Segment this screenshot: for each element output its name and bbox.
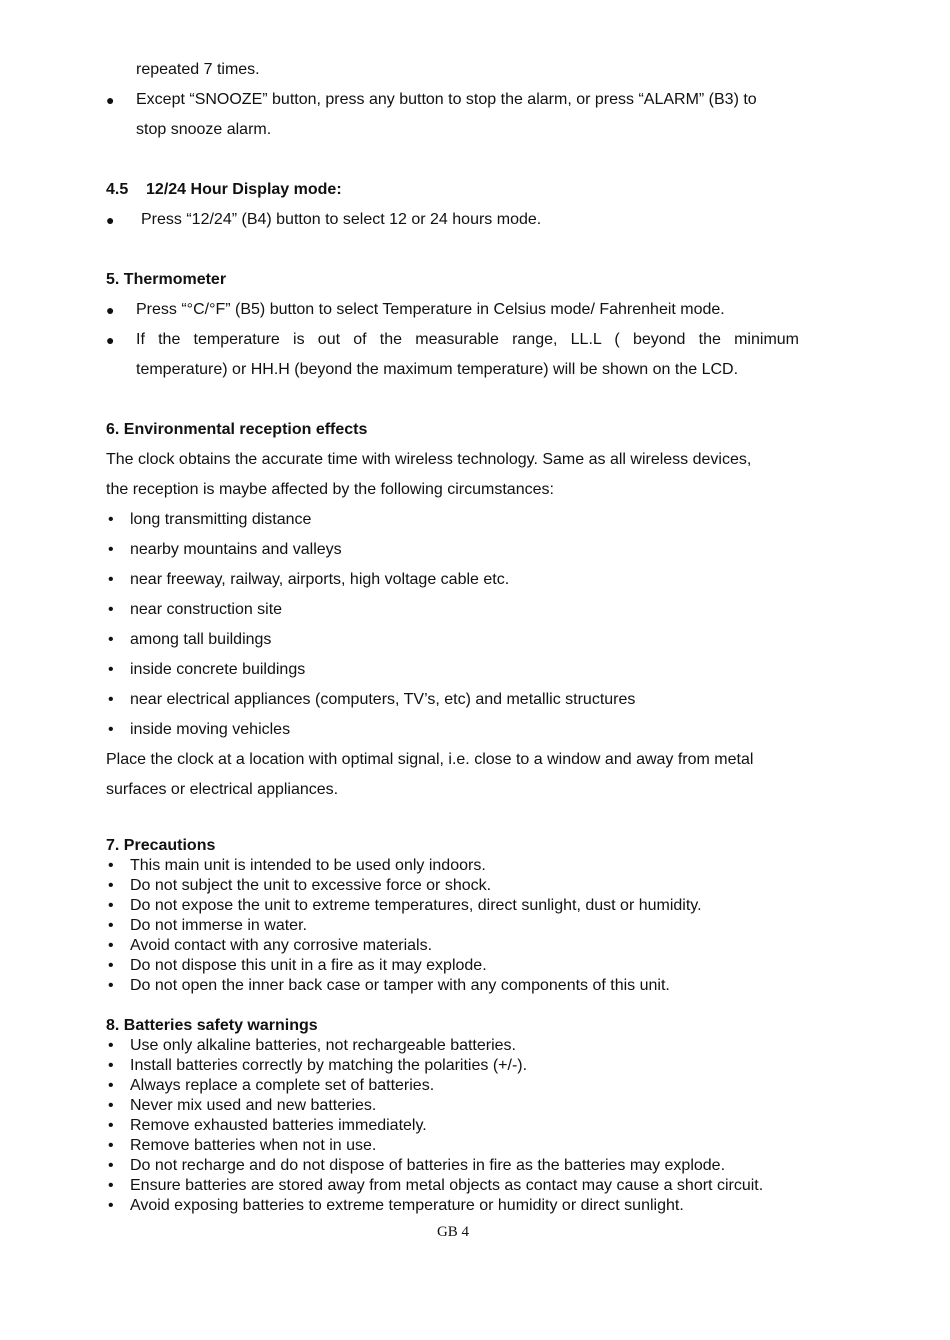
- bullet-icon: •: [108, 937, 114, 954]
- list-item: near freeway, railway, airports, high voltage cable etc.: [130, 571, 510, 588]
- alarm-repeat-text: repeated 7 times.: [136, 61, 260, 78]
- list-item: Avoid exposing batteries to extreme temperature or humidity or direct sunlight.: [130, 1197, 684, 1214]
- bullet-icon: •: [108, 877, 114, 894]
- bullet-icon: •: [108, 691, 114, 708]
- list-item: Install batteries correctly by matching the polarities (+/-).: [130, 1057, 528, 1074]
- list-item: Do not open the inner back case or tamper with any components of this unit.: [130, 977, 670, 994]
- bullet-icon: ●: [106, 92, 115, 108]
- list-item: Do not expose the unit to extreme temperatures, direct sunlight, dust or humidity.: [130, 897, 702, 914]
- reception-intro-line1: The clock obtains the accurate time with wireless technology. Same as all wireless devices,: [106, 451, 752, 468]
- bullet-icon: •: [108, 857, 114, 874]
- thermometer-item-2-line1: If the temperature is out of the measurable range, LL.L ( beyond the minimum: [136, 331, 799, 348]
- bullet-icon: •: [108, 977, 114, 994]
- list-item: Do not dispose this unit in a fire as it may explode.: [130, 957, 487, 974]
- bullet-icon: •: [108, 1077, 114, 1094]
- list-item: near electrical appliances (computers, TV’s, etc) and metallic structures: [130, 691, 636, 708]
- thermometer-item-2-line2: temperature) or HH.H (beyond the maximum temperature) will be shown on the LCD.: [136, 361, 739, 378]
- bullet-icon: •: [108, 1117, 114, 1134]
- bullet-icon: •: [108, 1177, 114, 1194]
- section-heading-batteries: 8. Batteries safety warnings: [106, 1017, 318, 1034]
- list-item: long transmitting distance: [130, 511, 312, 528]
- bullet-icon: •: [108, 1197, 114, 1214]
- bullet-icon: •: [108, 511, 114, 528]
- bullet-icon: •: [108, 631, 114, 648]
- list-item: near construction site: [130, 601, 283, 618]
- bullet-icon: •: [108, 957, 114, 974]
- bullet-icon: •: [108, 661, 114, 678]
- bullet-icon: ●: [106, 332, 115, 348]
- bullet-icon: •: [108, 571, 114, 588]
- list-item: nearby mountains and valleys: [130, 541, 342, 558]
- bullet-icon: •: [108, 1157, 114, 1174]
- bullet-icon: •: [108, 917, 114, 934]
- reception-intro-line2: the reception is maybe affected by the following circumstances:: [106, 481, 554, 498]
- section-heading-precautions: 7. Precautions: [106, 837, 216, 854]
- list-item: This main unit is intended to be used only indoors.: [130, 857, 486, 874]
- bullet-icon: •: [108, 897, 114, 914]
- page-number: GB 4: [436, 1224, 470, 1240]
- bullet-icon: •: [108, 1097, 114, 1114]
- list-item: Always replace a complete set of batteries.: [130, 1077, 435, 1094]
- list-item: Ensure batteries are stored away from metal objects as contact may cause a short circuit.: [130, 1177, 764, 1194]
- snooze-text-line1: Except “SNOOZE” button, press any button to stop the alarm, or press “ALARM” (B3) to: [136, 91, 757, 108]
- list-item: Do not subject the unit to excessive force or shock.: [130, 877, 492, 894]
- list-item: inside moving vehicles: [130, 721, 291, 738]
- section-heading-hour-mode: 4.5 12/24 Hour Display mode:: [106, 181, 342, 198]
- list-item: Use only alkaline batteries, not rechargeable batteries.: [130, 1037, 516, 1054]
- section-heading-reception: 6. Environmental reception effects: [106, 421, 368, 438]
- bullet-icon: •: [108, 601, 114, 618]
- list-item: among tall buildings: [130, 631, 272, 648]
- list-item: Remove exhausted batteries immediately.: [130, 1117, 427, 1134]
- hour-mode-item: Press “12/24” (B4) button to select 12 or 24 hours mode.: [141, 211, 542, 228]
- bullet-icon: ●: [106, 302, 115, 318]
- bullet-icon: •: [108, 1137, 114, 1154]
- reception-outro-line1: Place the clock at a location with optimal signal, i.e. close to a window and away from metal: [106, 751, 754, 768]
- list-item: Do not recharge and do not dispose of batteries in fire as the batteries may explode.: [130, 1157, 726, 1174]
- reception-outro-line2: surfaces or electrical appliances.: [106, 781, 339, 798]
- section-heading-thermometer: 5. Thermometer: [106, 271, 227, 288]
- bullet-icon: ●: [106, 212, 115, 228]
- list-item: Never mix used and new batteries.: [130, 1097, 377, 1114]
- list-item: inside concrete buildings: [130, 661, 306, 678]
- list-item: Do not immerse in water.: [130, 917, 307, 934]
- list-item: Remove batteries when not in use.: [130, 1137, 377, 1154]
- bullet-icon: •: [108, 721, 114, 738]
- thermometer-item-1: Press “°C/°F” (B5) button to select Temperature in Celsius mode/ Fahrenheit mode.: [136, 301, 725, 318]
- bullet-icon: •: [108, 1037, 114, 1054]
- bullet-icon: •: [108, 1057, 114, 1074]
- snooze-text-line2: stop snooze alarm.: [136, 121, 272, 138]
- list-item: Avoid contact with any corrosive materials.: [130, 937, 433, 954]
- bullet-icon: •: [108, 541, 114, 558]
